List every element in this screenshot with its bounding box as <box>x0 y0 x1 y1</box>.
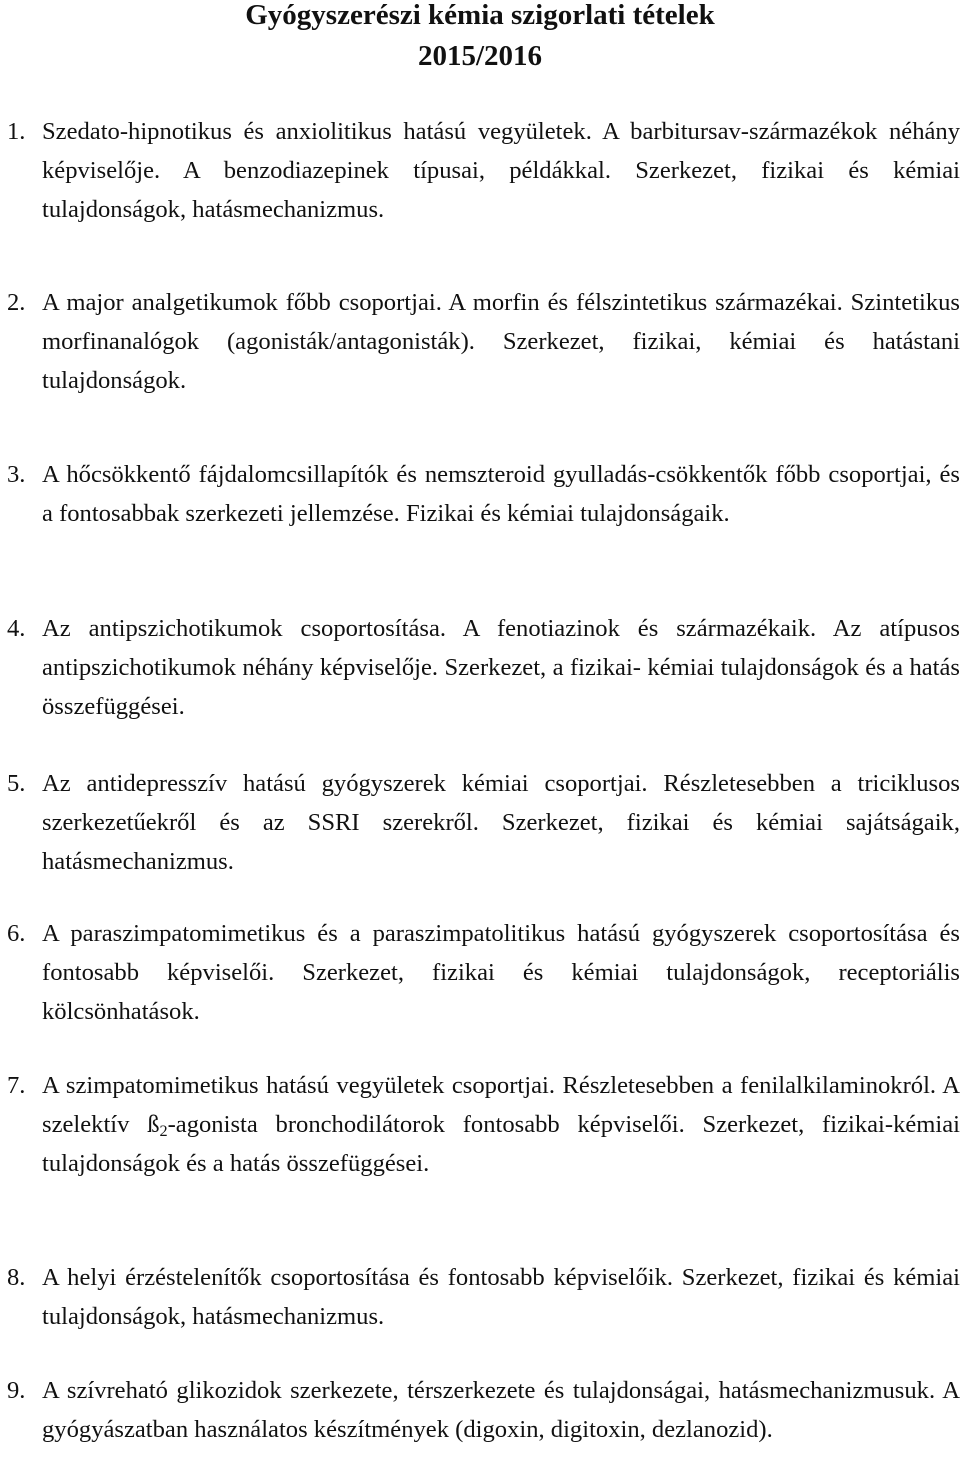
item-text: A hőcsökkentő fájdalomcsillapítók és nemszteroid gyulladás-csökkentők főbb csoportjai, és a fontosabbak szerkezeti jellemzése. Fizikai és kémiai tulajdonságaik. <box>42 461 960 527</box>
item-number: 9. <box>7 1377 26 1404</box>
document-title: Gyógyszerészi kémia szigorlati tételek <box>245 0 715 31</box>
item-number: 1. <box>7 118 26 145</box>
item-text: A paraszimpatomimetikus és a paraszimpatolitikus hatású gyógyszerek csoportosítása és fontosabb képviselői. Szerkezet, fizikai és kémiai tulajdonságok, receptoriális kölcsönhatások. <box>42 920 960 1025</box>
list-item-8 <box>7 1258 960 1336</box>
list-item-7 <box>7 1066 960 1183</box>
item-text-part: A szimpatomimetikus hatású vegyületek csoportjai. Részletesebben a fenilalkilaminokról. A szelektív ß <box>42 1072 960 1138</box>
subscript: 2 <box>159 1122 168 1141</box>
item-text: Az antidepresszív hatású gyógyszerek kémiai csoportjai. Részletesebben a triciklusos szerkezetűekről és az SSRI szerekről. Szerkezet, fizikai és kémiai sajátságaik, hatásmechanizmus. <box>42 770 960 875</box>
item-text: A major analgetikumok főbb csoportjai. A morfin és félszintetikus származékai. Szintetikus morfinanalógok (agonisták/antagonisták). Szerkezet, fizikai, kémiai és hatástani tulajdonságok. <box>42 289 960 394</box>
item-text <box>42 1066 960 1183</box>
document-year: 2015/2016 <box>417 40 543 72</box>
item-number: 2. <box>7 289 26 316</box>
item-number: 3. <box>7 461 26 488</box>
item-number: 7. <box>7 1072 26 1099</box>
item-number: 5. <box>7 770 26 797</box>
item-number: 6. <box>7 920 26 947</box>
list-item-1 <box>7 112 960 229</box>
list-item-5 <box>7 764 960 881</box>
item-text: A helyi érzéstelenítők csoportosítása és fontosabb képviselőik. Szerkezet, fizikai és kémiai tulajdonságok, hatásmechanizmus. <box>42 1264 960 1330</box>
item-text: Az antipszichotikumok csoportosítása. A fenotiazinok és származékaik. Az atípusos antipszichotikumok néhány képviselője. Szerkezet, a fizikai- kémiai tulajdonságok és a hatás összefüggései. <box>42 615 960 720</box>
item-number: 4. <box>7 615 26 642</box>
list-item-4 <box>7 609 960 726</box>
item-text: A szívreható glikozidok szerkezete, térszerkezete és tulajdonságai, hatásmechanizmusuk. A gyógyászatban használatos készítmények (digoxin, digitoxin, dezlanozid). <box>42 1377 960 1443</box>
list-item-9 <box>7 1371 960 1449</box>
list-item-2 <box>7 283 960 400</box>
item-text-part: -agonista bronchodilátorok fontosabb képviselői. Szerkezet, fizikai-kémiai tulajdonságok és a hatás összefüggései. <box>42 1111 960 1177</box>
list-item-6 <box>7 914 960 1031</box>
item-text: Szedato-hipnotikus és anxiolitikus hatású vegyületek. A barbitursav-származékok néhány képviselője. A benzodiazepinek típusai, példákkal. Szerkezet, fizikai és kémiai tulajdonságok, hatásmechanizmus. <box>42 118 960 223</box>
item-number: 8. <box>7 1264 26 1291</box>
list-item-3 <box>7 455 960 533</box>
